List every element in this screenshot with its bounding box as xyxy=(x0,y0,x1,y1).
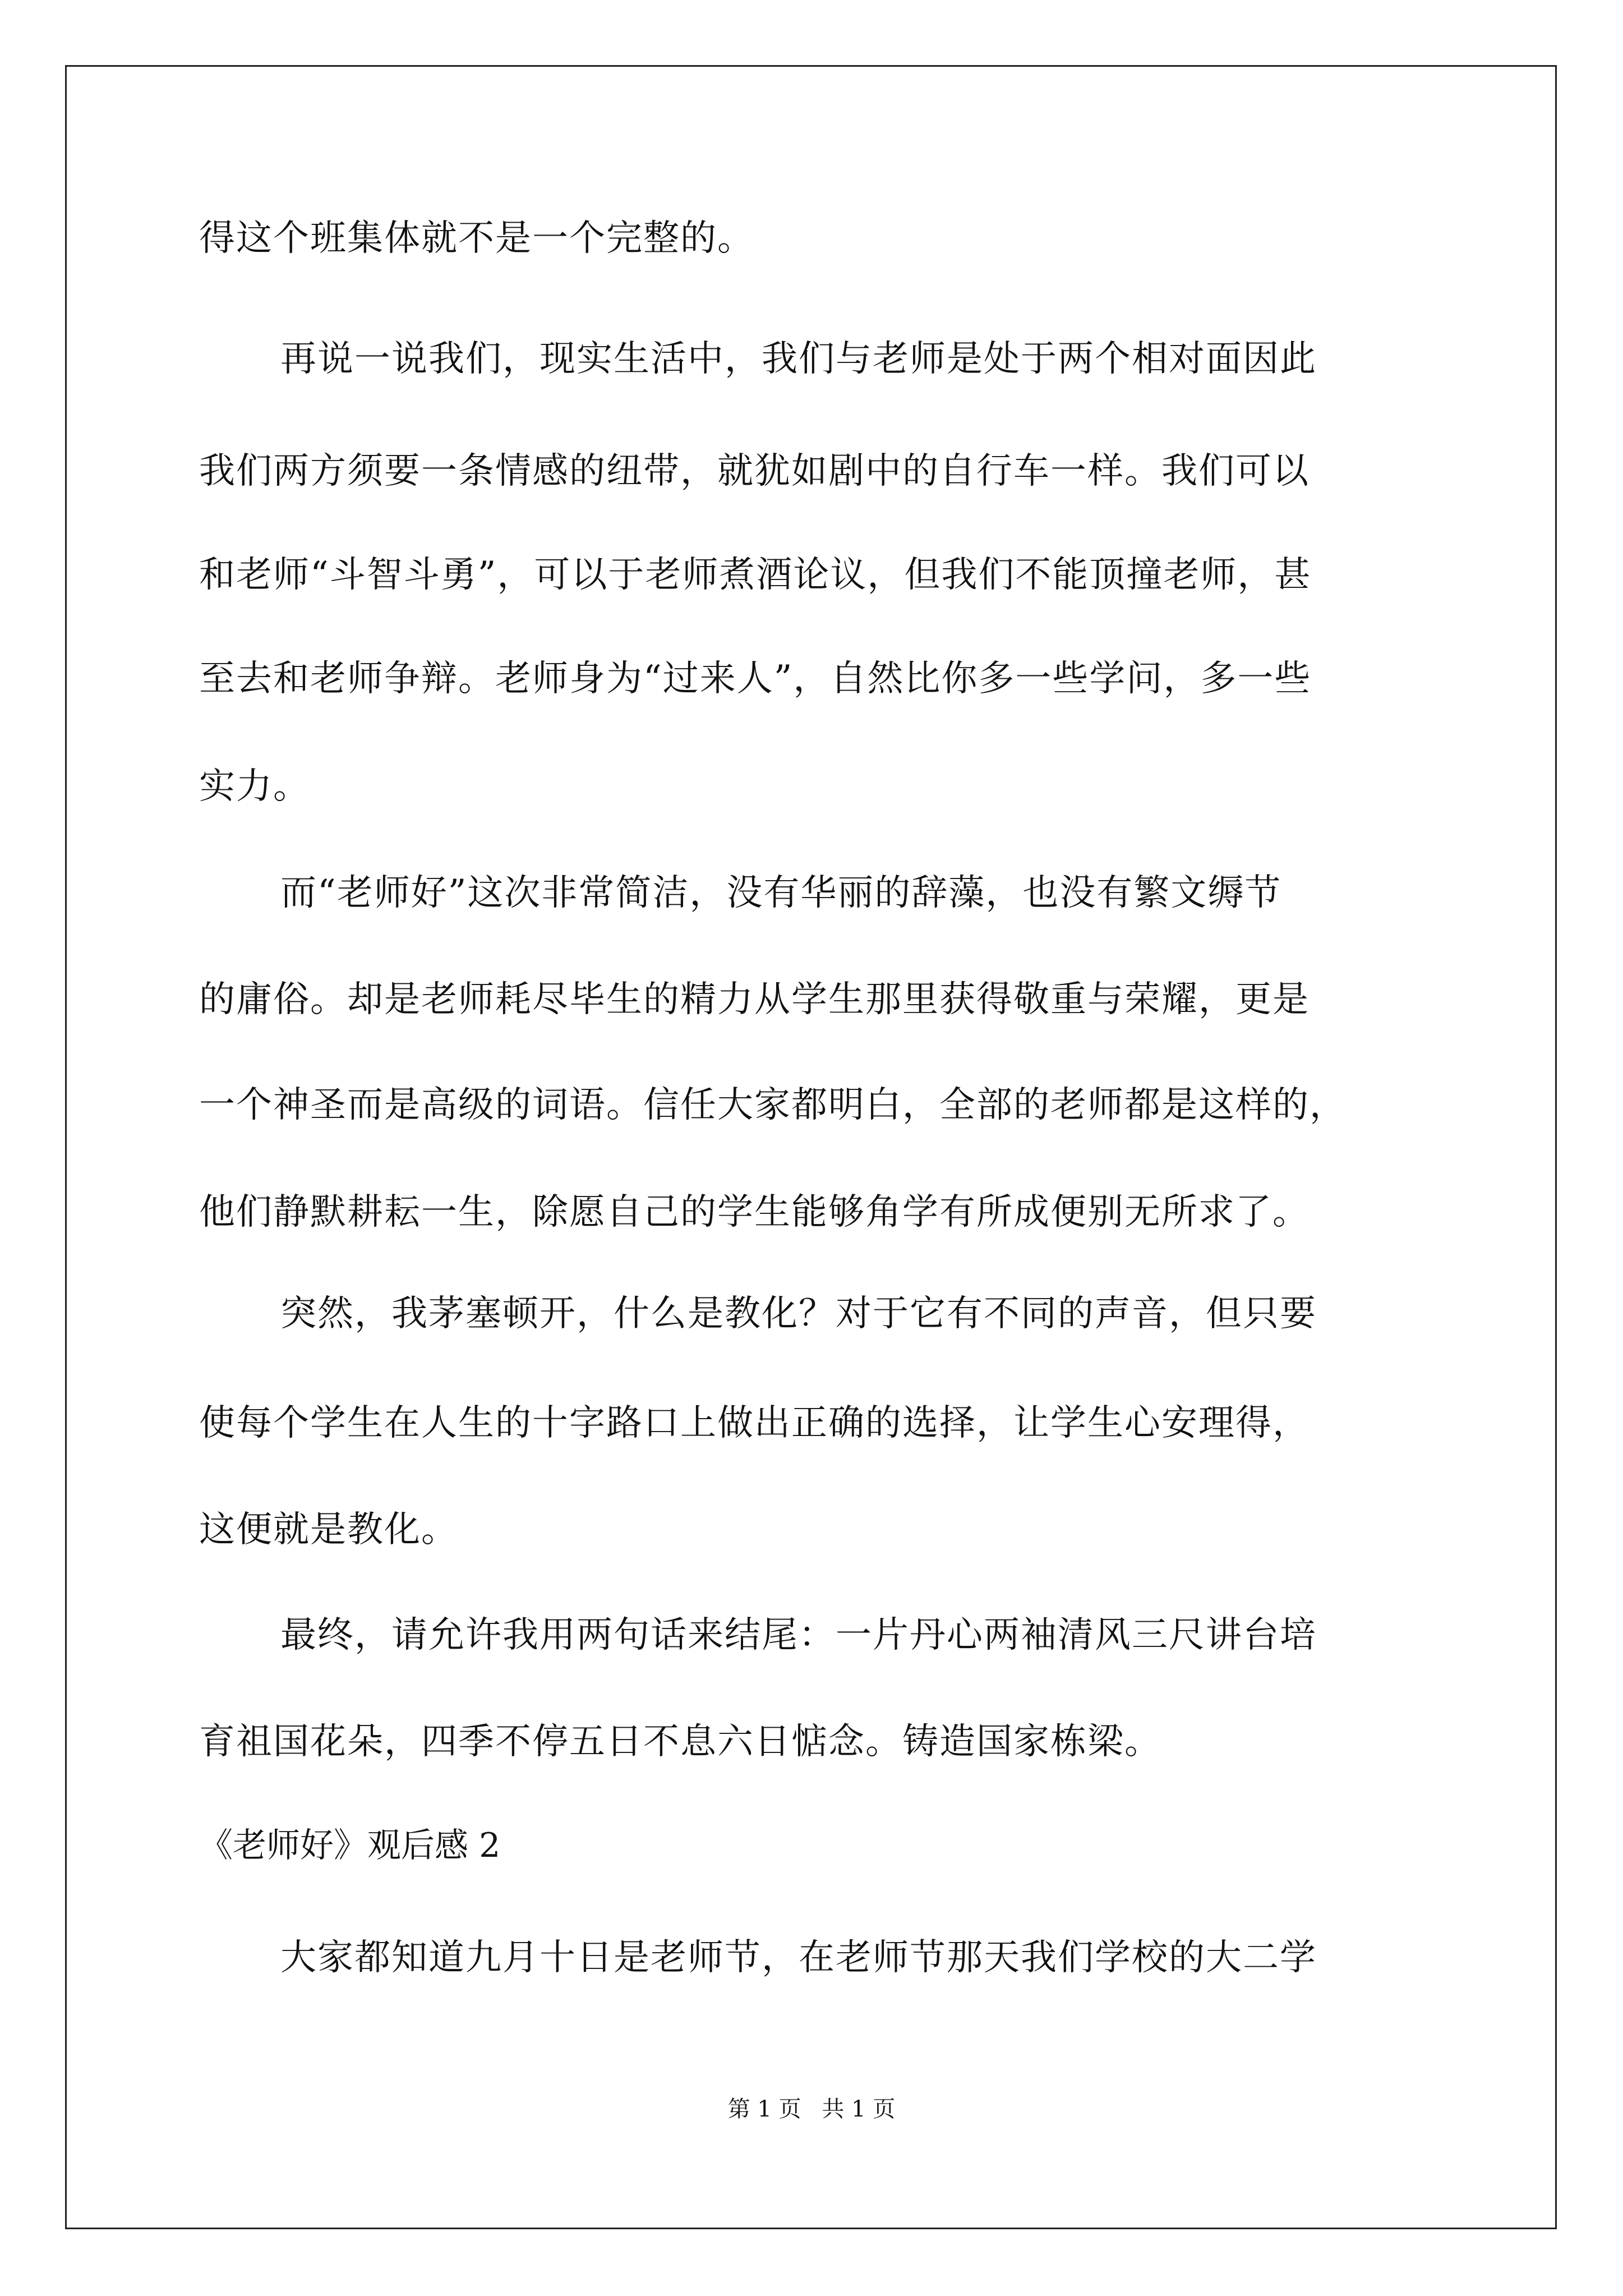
section-heading: 《老师好》观后感 2 xyxy=(199,1826,501,1865)
text-line-1: 得这个班集体就不是一个完整的。 xyxy=(199,218,754,259)
page-number: 第 1 页 xyxy=(727,2096,801,2122)
total-pages: 共 1 页 xyxy=(822,2096,896,2122)
text-line-6: 实力。 xyxy=(199,766,310,807)
text-line-15: 育祖国花朵，四季不停五日不息六日惦念。铸造国家栋梁。 xyxy=(199,1721,1161,1763)
text-line-3: 我们两方须要一条情感的纽带，就犹如剧中的自行车一样。我们可以 xyxy=(199,450,1310,492)
text-line-5: 至去和老师争辩。老师身为“过来人”，自然比你多一些学问，多一些 xyxy=(199,658,1312,700)
text-line-12: 使每个学生在人生的十字路口上做出正确的选择，让学生心安理得， xyxy=(199,1402,1310,1444)
text-line-4: 和老师“斗智斗勇”，可以于老师煮酒论议，但我们不能顶撞老师，甚 xyxy=(199,554,1312,596)
text-line-2: 再说一说我们，现实生活中，我们与老师是处于两个相对面因此 xyxy=(280,338,1317,380)
text-line-13: 这便就是教化。 xyxy=(199,1509,458,1550)
text-line-10: 他们静默耕耘一生，除愿自己的学生能够角学有所成便别无所求了。 xyxy=(199,1191,1310,1233)
text-line-9: 一个神圣而是高级的词语。信任大家都明白，全部的老师都是这样的， xyxy=(199,1084,1347,1126)
text-line-16: 大家都知道九月十日是老师节，在老师节那天我们学校的大二学 xyxy=(280,1937,1317,1978)
text-line-7: 而“老师好”这次非常简洁，没有华丽的辞藻，也没有繁文缛节 xyxy=(280,872,1282,914)
text-line-11: 突然，我茅塞顿开，什么是教化？对于它有不同的声音，但只要 xyxy=(280,1293,1317,1335)
text-line-14: 最终，请允许我用两句话来结尾：一片丹心两袖清风三尺讲台培 xyxy=(280,1614,1317,1656)
text-line-8: 的庸俗。却是老师耗尽毕生的精力从学生那里获得敬重与荣耀，更是 xyxy=(199,979,1310,1020)
page-border xyxy=(65,65,1557,2229)
page-footer xyxy=(0,2093,1623,2125)
